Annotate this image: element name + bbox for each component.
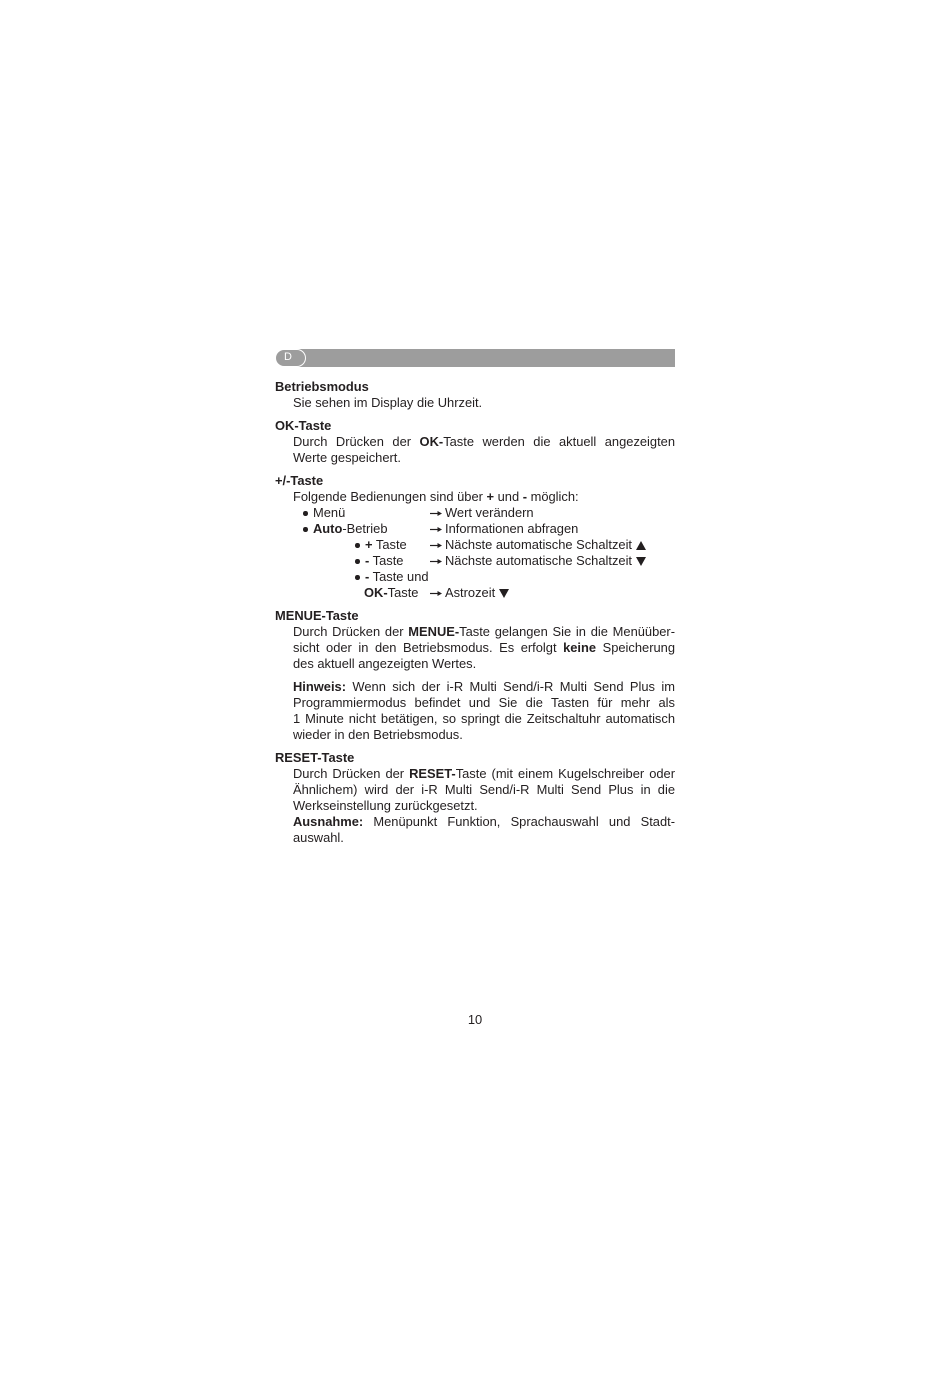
key-name: + bbox=[486, 489, 495, 504]
section-body bbox=[293, 766, 675, 846]
arrow-right-icon bbox=[430, 590, 442, 597]
arrow-right-icon bbox=[430, 526, 442, 533]
text-run: Taste gelangen Sie in die Menüüber- bbox=[459, 624, 675, 639]
key-name: - bbox=[365, 569, 370, 584]
exception-label: Ausnahme: bbox=[293, 814, 364, 829]
operation-result: Wert verändern bbox=[445, 505, 534, 520]
text-line bbox=[293, 727, 675, 743]
text-run: Werkseinstellung zurückgesetzt. bbox=[293, 798, 478, 813]
triangle-down-icon bbox=[499, 589, 509, 598]
note-label: Hinweis: bbox=[293, 679, 347, 694]
key-name: OK- bbox=[419, 434, 444, 449]
page-number: 10 bbox=[467, 1012, 483, 1027]
operation-label bbox=[365, 569, 429, 585]
text-run: Taste werden die aktuell angezeigten bbox=[443, 434, 676, 449]
text-line bbox=[293, 624, 675, 640]
operation-label bbox=[365, 537, 407, 553]
operation-result bbox=[445, 585, 509, 601]
triangle-down-icon bbox=[636, 557, 646, 566]
bullet-icon bbox=[355, 575, 360, 580]
arrow-right-icon bbox=[430, 510, 442, 517]
language-badge bbox=[275, 349, 306, 367]
bullet-icon bbox=[303, 527, 308, 532]
section-body bbox=[293, 434, 675, 466]
section-heading: MENUE-Taste bbox=[275, 608, 359, 623]
text-run: Programmiermodus befindet und Sie die Tasten für mehr als bbox=[293, 695, 675, 710]
text-line bbox=[293, 640, 675, 656]
text-line bbox=[293, 695, 675, 711]
text-run: Wenn sich der i-R Multi Send/i-R Multi Send Plus im bbox=[346, 679, 675, 694]
text-line bbox=[293, 656, 675, 672]
text-run: Werte gespeichert. bbox=[293, 450, 401, 465]
manual-content bbox=[275, 379, 675, 846]
bullet-icon bbox=[355, 543, 360, 548]
text-run: möglich: bbox=[527, 489, 579, 504]
text-run: Taste bbox=[369, 553, 404, 568]
text-line bbox=[293, 450, 675, 466]
operation-row-ok-key bbox=[275, 585, 675, 601]
operation-result bbox=[445, 537, 646, 553]
text-run: wieder in den Betriebsmodus. bbox=[293, 727, 463, 742]
operation-label bbox=[313, 505, 345, 521]
text-run: auswahl. bbox=[293, 830, 344, 845]
bullet-icon bbox=[303, 511, 308, 516]
text-run: Folgende Bedienungen sind über bbox=[293, 489, 487, 504]
operation-result bbox=[445, 553, 646, 569]
text-run: Taste (mit einem Kugelschreiber oder bbox=[455, 766, 675, 781]
section-ok-taste bbox=[275, 418, 675, 466]
text-run: Taste bbox=[387, 585, 419, 600]
arrow-right-icon bbox=[430, 542, 442, 549]
operation-row-auto bbox=[275, 521, 675, 537]
text-line bbox=[293, 830, 675, 846]
mode-name: Auto bbox=[313, 521, 343, 536]
text-run: Menüpunkt Funktion, Sprachauswahl und Stadt- bbox=[363, 814, 675, 829]
text-line bbox=[293, 711, 675, 727]
language-header-bar bbox=[290, 349, 675, 367]
operation-row-plus-key bbox=[275, 537, 675, 553]
text-line bbox=[293, 814, 675, 830]
arrow-right-icon bbox=[430, 558, 442, 565]
text-line bbox=[293, 679, 675, 695]
text-run: Menü bbox=[313, 505, 346, 520]
text-line bbox=[293, 798, 675, 814]
section-betriebsmodus bbox=[275, 379, 675, 411]
section-plus-minus-taste bbox=[275, 473, 675, 601]
text-run: und bbox=[494, 489, 523, 504]
operation-result-text: Astrozeit bbox=[445, 585, 496, 600]
operation-row-minus-and-ok bbox=[275, 569, 675, 585]
section-body bbox=[293, 624, 675, 672]
operation-result-text: Nächste automatische Schaltzeit bbox=[445, 553, 633, 568]
note-paragraph bbox=[293, 679, 675, 743]
section-heading: RESET-Taste bbox=[275, 750, 355, 765]
operation-result-text: Nächste automatische Schaltzeit bbox=[445, 537, 633, 552]
section-heading: Betriebsmodus bbox=[275, 379, 369, 394]
section-reset-taste bbox=[275, 750, 675, 846]
text-run: -Betrieb bbox=[342, 521, 388, 536]
emphasis: keine bbox=[563, 640, 597, 655]
key-name: MENUE- bbox=[408, 624, 460, 639]
key-name: - bbox=[365, 553, 370, 568]
key-name: + bbox=[365, 537, 373, 552]
key-name: RESET- bbox=[409, 766, 456, 781]
triangle-up-icon bbox=[636, 541, 646, 550]
text-run: 1 Minute nicht betätigen, so springt die Zeitschaltuhr automatisch bbox=[293, 711, 675, 726]
section-heading: +/-Taste bbox=[275, 473, 324, 488]
section-body bbox=[293, 489, 675, 505]
operation-result: Informationen abfragen bbox=[445, 521, 579, 536]
operation-row-minus-key bbox=[275, 553, 675, 569]
key-name: - bbox=[522, 489, 528, 504]
text-line bbox=[293, 395, 675, 411]
text-line bbox=[293, 489, 675, 505]
operations-list bbox=[275, 505, 675, 601]
section-menue-taste bbox=[275, 608, 675, 743]
text-run: Sie sehen im Display die Uhrzeit. bbox=[293, 395, 483, 410]
text-run: Taste und bbox=[369, 569, 429, 584]
text-line bbox=[293, 782, 675, 798]
text-run: Durch Drücken der bbox=[293, 624, 409, 639]
text-run: des aktuell angezeigten Wertes. bbox=[293, 656, 477, 671]
operation-label bbox=[364, 585, 418, 601]
operation-row-menu bbox=[275, 505, 675, 521]
bullet-icon bbox=[355, 559, 360, 564]
key-name: OK- bbox=[364, 585, 388, 600]
text-run: Durch Drücken der bbox=[293, 766, 410, 781]
section-heading: OK-Taste bbox=[275, 418, 332, 433]
operation-label bbox=[365, 553, 403, 569]
text-run: sicht oder in den Betriebsmodus. Es erfolgt bbox=[293, 640, 564, 655]
operation-label bbox=[313, 521, 388, 537]
section-body bbox=[293, 395, 675, 411]
text-run: Speicherung bbox=[596, 640, 675, 655]
text-run: Taste bbox=[372, 537, 407, 552]
text-run: Ähnlichem) wird der i-R Multi Send/i-R Multi Send Plus in die bbox=[293, 782, 675, 797]
text-run: Durch Drücken der bbox=[293, 434, 420, 449]
language-label: D bbox=[284, 351, 292, 363]
text-line bbox=[293, 766, 675, 782]
text-line bbox=[293, 434, 675, 450]
